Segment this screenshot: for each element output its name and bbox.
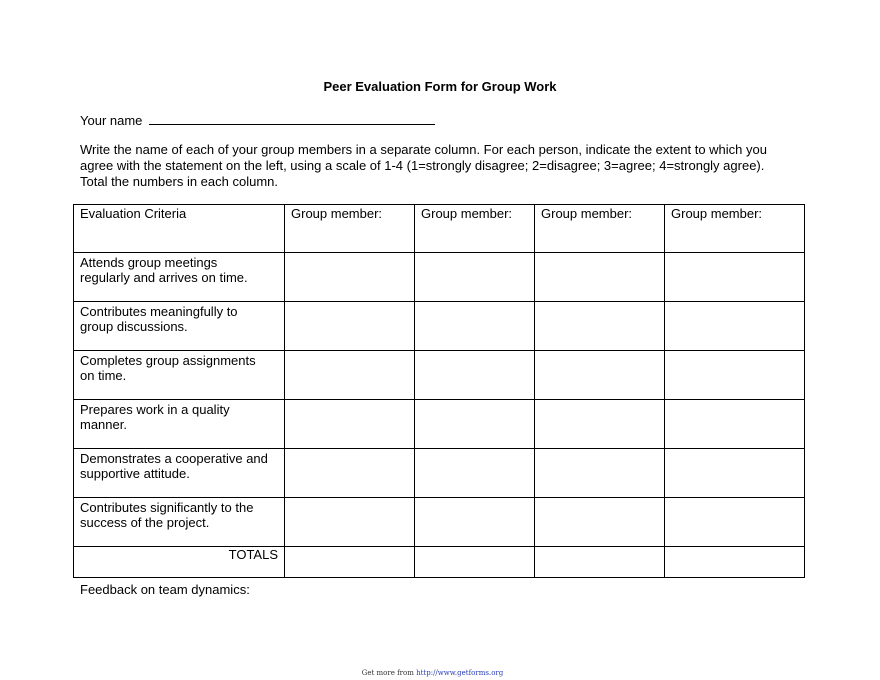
table-row <box>74 400 805 449</box>
score-cell[interactable] <box>665 400 805 449</box>
score-cell[interactable] <box>285 351 415 400</box>
criterion-line: Demonstrates a cooperative and <box>80 451 268 466</box>
score-cell[interactable] <box>535 302 665 351</box>
score-cell[interactable] <box>415 400 535 449</box>
score-cell[interactable] <box>285 400 415 449</box>
totals-label: TOTALS <box>74 547 285 578</box>
header-group-member: Group member: <box>535 205 665 253</box>
criterion-cell <box>74 253 285 302</box>
score-cell[interactable] <box>285 302 415 351</box>
footer-link[interactable]: http://www.getforms.org <box>416 669 504 677</box>
header-group-member: Group member: <box>665 205 805 253</box>
table-header-row <box>74 205 805 253</box>
criterion-line: Prepares work in a quality <box>80 402 230 417</box>
criterion-cell <box>74 400 285 449</box>
table-row <box>74 449 805 498</box>
header-group-member: Group member: <box>285 205 415 253</box>
criterion-cell <box>74 498 285 547</box>
criterion-line: Contributes meaningfully to <box>80 304 238 319</box>
your-name-label: Your name <box>80 113 143 128</box>
score-cell[interactable] <box>415 449 535 498</box>
score-cell[interactable] <box>415 498 535 547</box>
score-cell[interactable] <box>415 302 535 351</box>
table-row <box>74 302 805 351</box>
form-title: Peer Evaluation Form for Group Work <box>323 79 557 94</box>
totals-row <box>74 547 805 578</box>
your-name-row <box>80 111 435 128</box>
table-row <box>74 351 805 400</box>
criterion-line: Attends group meetings <box>80 255 218 270</box>
criterion-line: Contributes significantly to the <box>80 500 254 515</box>
score-cell[interactable] <box>415 351 535 400</box>
footer-prefix: Get more from <box>361 669 417 677</box>
criterion-line: manner. <box>80 417 127 432</box>
criterion-line: on time. <box>80 368 127 383</box>
score-cell[interactable] <box>665 449 805 498</box>
score-cell[interactable] <box>535 351 665 400</box>
total-cell[interactable] <box>415 547 535 578</box>
total-cell[interactable] <box>535 547 665 578</box>
total-cell[interactable] <box>285 547 415 578</box>
score-cell[interactable] <box>285 253 415 302</box>
table-row <box>74 498 805 547</box>
feedback-label: Feedback on team dynamics: <box>80 582 250 597</box>
criterion-line: success of the project. <box>80 515 210 530</box>
evaluation-table <box>73 204 805 578</box>
header-group-member: Group member: <box>415 205 535 253</box>
your-name-blank[interactable] <box>149 111 435 125</box>
instructions <box>80 142 810 190</box>
table-row <box>74 253 805 302</box>
footer <box>0 669 865 677</box>
instructions-line: agree with the statement on the left, using a scale of 1-4 (1=strongly disagree; 2=disagree; 3=agree; 4=strongly agree). <box>80 158 765 173</box>
criterion-cell <box>74 302 285 351</box>
score-cell[interactable] <box>535 253 665 302</box>
instructions-line: Total the numbers in each column. <box>80 174 278 189</box>
criterion-line: Completes group assignments <box>80 353 256 368</box>
criterion-line: regularly and arrives on time. <box>80 270 248 285</box>
instructions-line: Write the name of each of your group members in a separate column. For each person, indicate the extent to which you <box>80 142 767 157</box>
total-cell[interactable] <box>665 547 805 578</box>
criterion-cell <box>74 449 285 498</box>
score-cell[interactable] <box>535 449 665 498</box>
score-cell[interactable] <box>535 400 665 449</box>
score-cell[interactable] <box>285 449 415 498</box>
header-evaluation-criteria: Evaluation Criteria <box>74 205 285 253</box>
score-cell[interactable] <box>665 302 805 351</box>
criterion-line: supportive attitude. <box>80 466 190 481</box>
score-cell[interactable] <box>665 498 805 547</box>
score-cell[interactable] <box>535 498 665 547</box>
criterion-cell <box>74 351 285 400</box>
criterion-line: group discussions. <box>80 319 188 334</box>
score-cell[interactable] <box>415 253 535 302</box>
score-cell[interactable] <box>285 498 415 547</box>
score-cell[interactable] <box>665 351 805 400</box>
score-cell[interactable] <box>665 253 805 302</box>
